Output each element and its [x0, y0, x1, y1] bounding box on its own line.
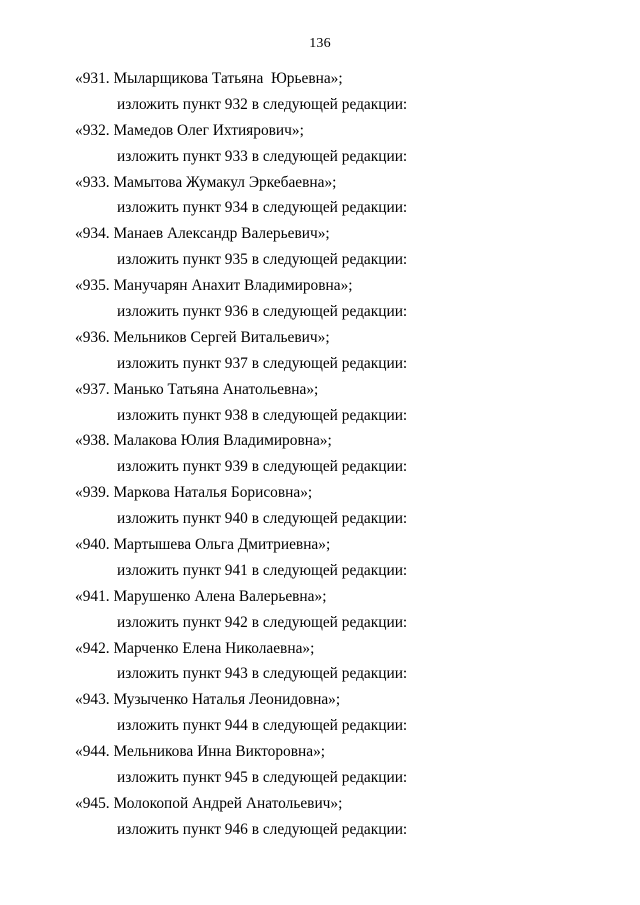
page-number: 136 — [309, 36, 331, 51]
entry-instruction-line: изложить пункт 946 в следующей редакции: — [117, 820, 408, 838]
amendment-entry — [0, 428, 640, 480]
amendment-entry — [0, 221, 640, 273]
entry-name-line: «934. Манаев Александр Валерьевич»; — [75, 225, 330, 243]
entry-name-line: «941. Марушенко Алена Валерьевна»; — [75, 587, 327, 605]
entry-name-line: «939. Маркова Наталья Борисовна»; — [75, 484, 313, 502]
entry-name-line: «945. Молокопой Андрей Анатольевич»; — [75, 794, 343, 812]
amendment-entry — [0, 273, 640, 325]
amendment-entry — [0, 377, 640, 429]
amendment-entry — [0, 66, 640, 118]
entry-name-line: «931. Мыларщикова Татьяна Юрьевна»; — [75, 70, 343, 87]
entry-instruction-line: изложить пункт 938 в следующей редакции: — [117, 406, 408, 424]
entry-instruction-line: изложить пункт 936 в следующей редакции: — [117, 303, 408, 321]
entry-name-line: «935. Манучарян Анахит Владимировна»; — [75, 277, 353, 295]
amendment-entry — [0, 480, 640, 532]
entry-name-line: «937. Манько Татьяна Анатольевна»; — [75, 380, 319, 398]
amendment-entry — [0, 636, 640, 688]
entry-instruction-line: изложить пункт 945 в следующей редакции: — [117, 769, 408, 787]
amendment-entry — [0, 739, 640, 791]
entry-name-line: «932. Мамедов Олег Ихтиярович»; — [75, 121, 304, 139]
entry-name-line: «936. Мельников Сергей Витальевич»; — [75, 328, 330, 346]
amendment-entry — [0, 687, 640, 739]
amendment-entry — [0, 170, 640, 222]
entry-name-line: «944. Мельникова Инна Викторовна»; — [75, 743, 326, 761]
entry-instruction-line: изложить пункт 933 в следующей редакции: — [117, 147, 408, 165]
entry-name-line: «940. Мартышева Ольга Дмитриевна»; — [75, 536, 331, 554]
entry-instruction-line: изложить пункт 935 в следующей редакции: — [117, 251, 408, 269]
entry-instruction-line: изложить пункт 939 в следующей редакции: — [117, 458, 408, 476]
entry-instruction-line: изложить пункт 944 в следующей редакции: — [117, 717, 408, 735]
amendment-entry — [0, 118, 640, 170]
entry-name-line: «938. Малакова Юлия Владимировна»; — [75, 432, 332, 450]
amendment-list — [0, 66, 640, 843]
amendment-entry — [0, 584, 640, 636]
entry-instruction-line: изложить пункт 937 в следующей редакции: — [117, 354, 408, 372]
entry-instruction-line: изложить пункт 942 в следующей редакции: — [117, 613, 408, 631]
amendment-entry — [0, 325, 640, 377]
entry-instruction-line: изложить пункт 943 в следующей редакции: — [117, 665, 408, 683]
entry-name-line: «943. Музыченко Наталья Леонидовна»; — [75, 691, 341, 709]
entry-name-line: «942. Марченко Елена Николаевна»; — [75, 639, 315, 657]
entry-instruction-line: изложить пункт 932 в следующей редакции: — [117, 95, 408, 113]
amendment-entry — [0, 791, 640, 843]
entry-instruction-line: изложить пункт 934 в следующей редакции: — [117, 199, 408, 217]
entry-instruction-line: изложить пункт 941 в следующей редакции: — [117, 561, 408, 579]
amendment-entry — [0, 532, 640, 584]
entry-name-line: «933. Мамытова Жумакул Эркебаевна»; — [75, 173, 337, 191]
entry-instruction-line: изложить пункт 940 в следующей редакции: — [117, 510, 408, 528]
